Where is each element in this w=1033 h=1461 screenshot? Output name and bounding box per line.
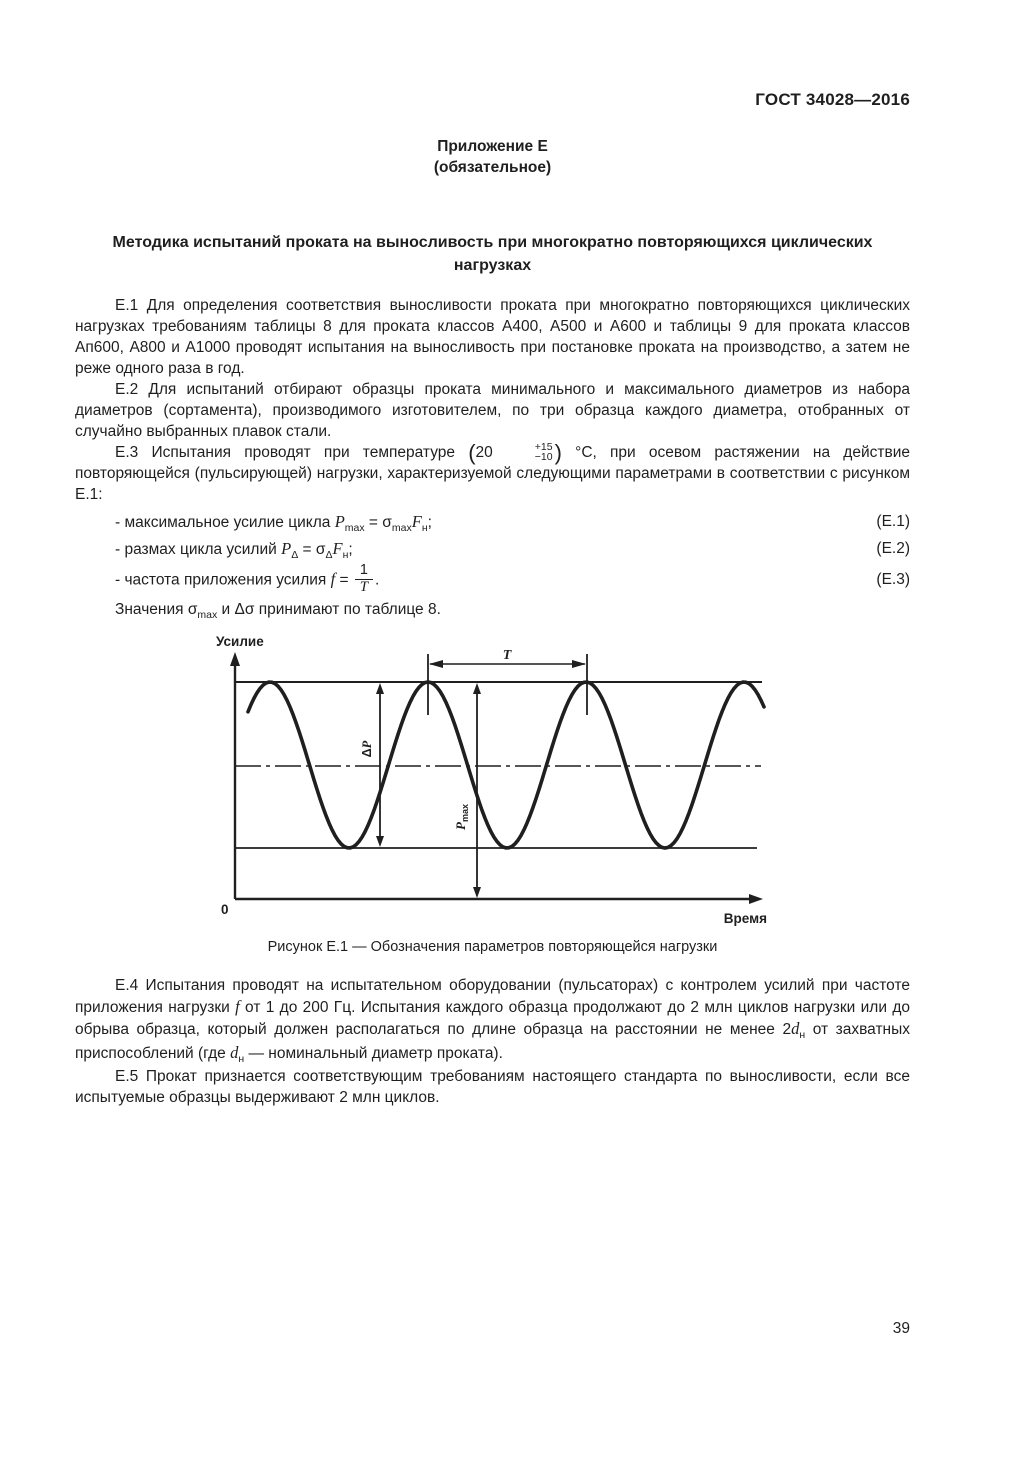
appendix-title: Методика испытаний проката на выносливость при многократно повторяющихся циклических нагрузках <box>112 234 873 274</box>
formula-number-e2: (Е.2) <box>876 540 910 557</box>
paragraph-e4: Е.4 Испытания проводят на испытательном оборудовании (пульсаторах) с контролем усилий при частоте приложения нагрузки f от 1 до 200 Гц. Испытания каждого образца продолжают до 2 млн циклов нагрузки или до обрыва образца, который должен располагаться по длине образца на расстоянии не менее $2d_н$ от захватных приспособлений (где $d_н$ — номинальный диаметр проката). <box>75 976 911 1065</box>
x-axis-arrow-icon <box>749 894 763 904</box>
y-axis-arrow-icon <box>230 652 240 666</box>
pmax-arrow-down-icon <box>473 887 481 898</box>
formula-e1: - максимальное усилие цикла $P_{max} = \sigma_{max}F_н$; (Е.1) <box>115 512 910 534</box>
period-label: T <box>502 647 512 663</box>
paragraph-e3: Е.3 Испытания проводят при температуре (20 +15 −10 ) °С, при осевом растяжении на действие повторяющейся (пульсирующей) нагрузки, характеризуемой следующими параметрами в соответствии с рисунком Е.1: <box>75 440 910 503</box>
appendix-note: (обязательное) <box>433 159 552 176</box>
x-axis-label: Время <box>723 910 767 926</box>
paragraph-e2: Е.2 Для испытаний отбирают образцы проката минимального и максимального диаметров из набора диаметров (сортамента), производимого изготовителем, по три образца каждого диаметра, отобранных от случайно выбранных плавок стали. <box>75 381 910 440</box>
page-number: 39 <box>892 1320 910 1337</box>
pmax-arrow-up-icon <box>473 683 481 694</box>
temperature-tolerance: +15 −10 <box>534 441 553 463</box>
delta-p-arrow-up-icon <box>376 683 384 694</box>
origin-label: 0 <box>221 901 229 917</box>
figure-caption: Рисунок Е.1 — Обозначения параметров повторяющейся нагрузки <box>267 938 718 955</box>
standard-code: ГОСТ 34028—2016 <box>755 90 910 109</box>
load-sine-wave <box>248 682 764 848</box>
paragraph-e5: Е.5 Прокат признается соответствующим требованиям настоящего стандарта по выносливости, если все испытуемые образцы выдерживают 2 млн циклов. <box>75 1067 910 1106</box>
fraction-1-over-T: $\frac{1}{T}$ <box>355 563 373 596</box>
period-arrow-left-icon <box>429 660 443 668</box>
cyclic-load-diagram <box>215 633 797 928</box>
appendix-label: Приложение Е <box>437 138 548 155</box>
paragraph-e1: Е.1 Для определения соответствия выносливости проката при многократно повторяющихся циклических нагрузках требованиям таблицы 8 для проката классов А400, А500 и А600 и таблицы 9 для проката классов Ап600, А800 и А1000 проводят испытания на выносливость при постановке проката на производство, а затем не реже одного раза в год. <box>75 297 910 377</box>
period-arrow-right-icon <box>572 660 586 668</box>
delta-p-arrow-down-icon <box>376 836 384 847</box>
pmax-label: $P_{max}$ <box>453 803 470 830</box>
delta-p-label: ΔP <box>360 740 374 758</box>
formula-e2: - размах цикла усилий $P_\Delta = \sigma_\Delta F_н$; (Е.2) <box>115 539 910 561</box>
sigma-values-note: Значения $\sigma_{max}$ и Δσ принимают по таблице 8. <box>115 600 441 621</box>
formula-number-e1: (Е.1) <box>876 513 910 530</box>
formula-e3: - частота приложения усилия f = $\frac{1}{T}$ . (Е.3) <box>115 562 910 596</box>
formula-number-e3: (Е.3) <box>876 571 910 589</box>
y-axis-label: Усилие <box>216 633 264 649</box>
figure-e1 <box>215 633 797 933</box>
